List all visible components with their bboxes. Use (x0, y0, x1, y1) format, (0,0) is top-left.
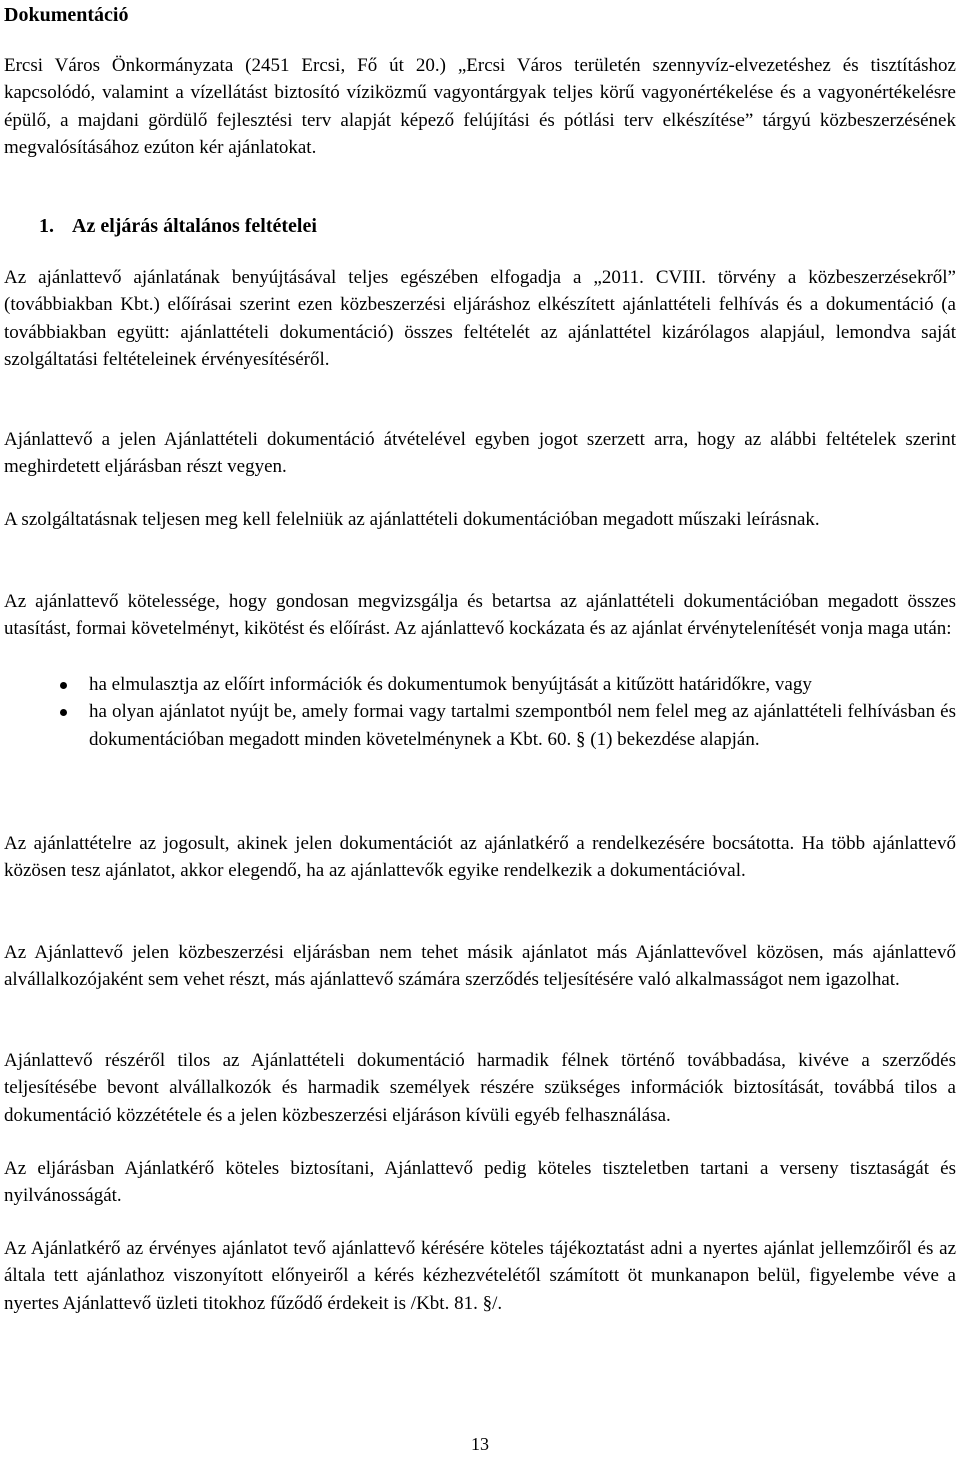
section-heading (39, 213, 317, 239)
paragraph-fair-competition: Az eljárásban Ajánlatkérő köteles biztosítani, Ajánlattevő pedig köteles tiszteletben tartani a verseny tisztaságát és nyilvánosságát. (4, 1158, 956, 1207)
paragraph-right-to-participate: Ajánlattevő a jelen Ajánlattételi dokumentáció átvételével egyben jogot szerzett arra, hogy az alábbi feltételek szerint meghirdetett eljárásban részt vegyen. (4, 429, 956, 478)
paragraph-technical-requirements: A szolgáltatásnak teljesen meg kell felelniük az ajánlattételi dokumentációban megadott műszaki leírásnak. (4, 509, 820, 530)
paragraph-no-other-offer: Az Ajánlattevő jelen közbeszerzési eljárásban nem tehet másik ajánlatot más Ajánlattevővel közösen, más ajánlattevő alvállalkozójaként sem vehet részt, más ajánlattevő számára szerződés teljesítésére való alkalmasságot nem igazolhat. (4, 942, 956, 991)
list-item (4, 671, 956, 698)
paragraph-information-request: Az Ajánlatkérő az érvényes ajánlatot tevő ajánlattevő kérésére köteles tájékoztatást adni a nyertes ajánlat jellemzőiről és az általa tett ajánlathoz viszonyított előnyeiről a kérés kézhezvételétől számított öt munkanapon belül, figyelembe véve a nyertes Ajánlattevő üzleti titokhoz fűződő érdekeit is /Kbt. 81. §/. (4, 1238, 956, 1314)
list-item (4, 698, 956, 753)
paragraph-obligations: Az ajánlattevő kötelessége, hogy gondosan megvizsgálja és betartsa az ajánlattételi dokumentációban megadott összes utasítást, formai követelményt, kikötést és előírást. Az ajánlattevő kockázata és az ajánlat érvénytelenítését vonja maga után: (4, 591, 956, 640)
section-title: Az eljárás általános feltételei (72, 215, 317, 237)
paragraph-eligibility: Az ajánlattételre az jogosult, akinek jelen dokumentációt az ajánlatkérő a rendelkezésére bocsátotta. Ha több ajánlattevő közösen tesz ajánlatot, akkor elegendő, ha az ajánlattevők egyike rendelkezik a dokumentációval. (4, 833, 956, 882)
document-title: Dokumentáció (4, 4, 129, 26)
bullet-icon (60, 682, 67, 689)
bullet-icon (60, 709, 67, 716)
invalidity-list (4, 671, 956, 753)
section-number: 1. (39, 215, 54, 237)
list-item-text: ha olyan ajánlatot nyújt be, amely formai vagy tartalmi szempontból nem felel meg az ajánlattételi felhívásban és dokumentációban megadott minden követelménynek a Kbt. 60. § (1) bekezdése alapján. (89, 701, 956, 750)
list-item-text: ha elmulasztja az előírt információk és dokumentumok benyújtását a kitűzött határidőkre, vagy (89, 674, 812, 695)
paragraph-confidentiality: Ajánlattevő részéről tilos az Ajánlattételi dokumentáció harmadik félnek történő továbbadása, kivéve a szerződés teljesítésébe bevont alvállalkozók és harmadik személyek részére szükséges információk biztosítását, továbbá tilos a dokumentáció közzététele és a jelen közbeszerzési eljáráson kívüli egyéb felhasználása. (4, 1050, 956, 1126)
intro-paragraph: Ercsi Város Önkormányzata (2451 Ercsi, Fő út 20.) „Ercsi Város területén szennyvíz-elvezetéshez és tisztításhoz kapcsolódó, valamint a vízellátást biztosító víziközmű vagyontárgyak teljes körű vagyonértékelése és a vagyonértékelésre épülő, a majdani gördülő fejlesztési terv alapját képező felújítási és pótlási terv elkészítése” tárgyú közbeszerzésének megvalósításához ezúton kér ajánlatokat. (4, 55, 956, 158)
paragraph-acceptance: Az ajánlattevő ajánlatának benyújtásával teljes egészében elfogadja a „2011. CVIII. törvény a közbeszerzésekről” (továbbiakban Kbt.) előírásai szerint ezen közbeszerzési eljáráshoz elkészített ajánlattételi felhívás és a dokumentáció (a továbbiakban együtt: ajánlattételi dokumentáció) összes feltételét az ajánlattétel kizárólagos alapjául, lemondva saját szolgáltatási feltételeinek érvényesítéséről. (4, 267, 956, 370)
page-number: 13 (471, 1434, 489, 1454)
